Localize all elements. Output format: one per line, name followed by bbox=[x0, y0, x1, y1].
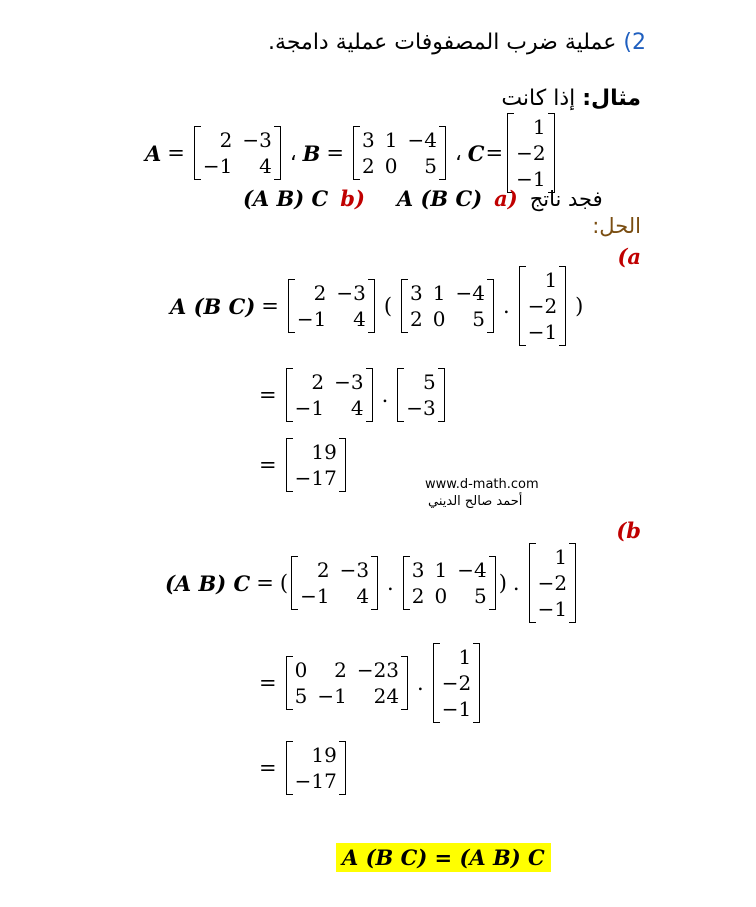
matrix-body bbox=[295, 279, 368, 333]
separator: ، bbox=[454, 141, 462, 165]
matrix-result bbox=[286, 438, 346, 492]
matrix-body bbox=[201, 126, 274, 180]
section-heading bbox=[268, 30, 646, 55]
matrix-cell: −2 bbox=[537, 571, 568, 595]
matrix-cell: −23 bbox=[356, 658, 400, 682]
matrix-cell: 2 bbox=[411, 584, 425, 608]
right-bracket bbox=[548, 113, 555, 193]
matrix-bc bbox=[397, 368, 444, 422]
equals-sign: = bbox=[256, 571, 274, 595]
matrix-cell: 5 bbox=[424, 154, 437, 178]
left-bracket bbox=[288, 279, 295, 333]
matrix-cell: 19 bbox=[311, 440, 337, 464]
right-bracket bbox=[274, 126, 281, 180]
part-a-solution-tag: (a bbox=[617, 244, 641, 269]
left-bracket bbox=[519, 266, 526, 346]
matrix-body bbox=[293, 438, 339, 492]
watermark-url: www.d-math.com bbox=[425, 477, 539, 492]
matrix-cell: 2 bbox=[316, 558, 330, 582]
right-bracket bbox=[439, 126, 446, 180]
matrix-body bbox=[408, 279, 487, 333]
matrix-cell: −4 bbox=[455, 281, 485, 305]
matrix-cell: 1 bbox=[532, 115, 546, 139]
var-c: C bbox=[467, 140, 485, 166]
matrix-cell: 1 bbox=[554, 545, 568, 569]
matrix-cell: −1 bbox=[317, 684, 347, 708]
matrix-cell: 1 bbox=[458, 645, 472, 669]
part-b-result bbox=[253, 741, 349, 795]
matrix-body bbox=[536, 543, 569, 623]
matrix-cell: 5 bbox=[472, 307, 485, 331]
matrix-cell: −4 bbox=[407, 128, 437, 152]
find-line bbox=[243, 186, 603, 211]
matrix-cell: 4 bbox=[259, 154, 272, 178]
left-bracket bbox=[397, 368, 404, 422]
matrix-cell: −1 bbox=[527, 320, 558, 344]
matrix-cell: −4 bbox=[457, 558, 487, 582]
part-b-solution-tag: (b bbox=[616, 518, 641, 543]
matrix-c bbox=[433, 643, 480, 723]
dot-operator: . bbox=[417, 671, 424, 695]
var-b: B bbox=[302, 140, 321, 166]
matrix-result bbox=[286, 741, 346, 795]
right-bracket bbox=[438, 368, 445, 422]
left-bracket bbox=[286, 368, 293, 422]
matrix-cell: −1 bbox=[296, 307, 327, 331]
equals-sign: = bbox=[259, 671, 277, 695]
matrix-body bbox=[293, 368, 366, 422]
matrix-cell: 1 bbox=[432, 281, 446, 305]
solution-label: الحل: bbox=[592, 214, 641, 238]
matrix-cell: 2 bbox=[313, 281, 327, 305]
left-bracket bbox=[194, 126, 201, 180]
matrix-a bbox=[291, 556, 378, 610]
matrix-body bbox=[440, 643, 473, 723]
matrix-body bbox=[293, 741, 339, 795]
right-bracket bbox=[569, 543, 576, 623]
matrix-body bbox=[404, 368, 437, 422]
matrix-cell: 4 bbox=[356, 584, 370, 608]
equals-sign: = bbox=[326, 141, 345, 165]
matrix-b bbox=[401, 279, 494, 333]
left-bracket bbox=[507, 113, 514, 193]
matrix-cell: −1 bbox=[202, 154, 233, 178]
equals-sign: = bbox=[261, 294, 279, 318]
dot-operator: . bbox=[512, 571, 520, 595]
matrix-ab bbox=[286, 656, 408, 710]
right-bracket bbox=[371, 556, 378, 610]
left-bracket bbox=[433, 643, 440, 723]
right-bracket bbox=[489, 556, 496, 610]
example-line bbox=[501, 86, 641, 111]
part-a-tag: a) bbox=[494, 186, 518, 211]
matrix-cell: 0 bbox=[434, 584, 448, 608]
matrix-cell: 2 bbox=[219, 128, 233, 152]
matrix-cell: −3 bbox=[334, 370, 364, 394]
matrix-b bbox=[353, 126, 446, 180]
left-bracket bbox=[403, 556, 410, 610]
right-bracket bbox=[339, 438, 346, 492]
find-text: فجد ناتج bbox=[529, 186, 603, 211]
matrix-cell: 0 bbox=[384, 154, 398, 178]
close-paren: ) bbox=[498, 571, 507, 595]
equals-sign: = bbox=[167, 141, 185, 165]
part-b-step-2 bbox=[253, 643, 483, 723]
conclusion bbox=[336, 843, 551, 872]
left-bracket bbox=[286, 656, 293, 710]
left-bracket bbox=[291, 556, 298, 610]
matrix-cell: 3 bbox=[362, 128, 375, 152]
matrix-cell: −1 bbox=[537, 597, 568, 621]
matrix-cell: −17 bbox=[294, 769, 337, 793]
matrix-body bbox=[410, 556, 489, 610]
matrix-cell: 2 bbox=[334, 658, 347, 682]
left-bracket bbox=[529, 543, 536, 623]
right-bracket bbox=[401, 656, 408, 710]
matrix-a bbox=[288, 279, 375, 333]
matrix-cell: 3 bbox=[411, 558, 425, 582]
example-prefix: إذا كانت bbox=[501, 86, 576, 111]
dot-operator: . bbox=[503, 294, 510, 318]
matrix-cell: 3 bbox=[410, 281, 423, 305]
open-paren: ( bbox=[383, 294, 393, 318]
matrix-cell: −3 bbox=[339, 558, 370, 582]
matrix-cell: 24 bbox=[373, 684, 400, 708]
heading-text: عملية ضرب المصفوفات عملية دامجة. bbox=[268, 30, 617, 55]
matrix-body bbox=[514, 113, 547, 193]
part-a-step-1 bbox=[170, 266, 589, 346]
left-bracket bbox=[353, 126, 360, 180]
matrix-cell: 1 bbox=[434, 558, 448, 582]
matrix-cell: 2 bbox=[410, 307, 423, 331]
equals-sign: = bbox=[259, 453, 277, 477]
matrix-cell: −17 bbox=[294, 466, 337, 490]
matrix-c bbox=[519, 266, 566, 346]
matrix-cell: −3 bbox=[242, 128, 272, 152]
right-bracket bbox=[366, 368, 373, 422]
matrix-cell: −1 bbox=[300, 584, 330, 608]
matrix-body bbox=[298, 556, 371, 610]
matrix-cell: 4 bbox=[353, 307, 366, 331]
right-bracket bbox=[339, 741, 346, 795]
given-matrices bbox=[145, 113, 558, 193]
open-paren: ( bbox=[279, 571, 289, 595]
matrix-cell: 5 bbox=[423, 370, 436, 394]
matrix-cell: −2 bbox=[527, 294, 558, 318]
matrix-a bbox=[286, 368, 373, 422]
left-bracket bbox=[401, 279, 408, 333]
lhs-a: A (B C) bbox=[170, 293, 256, 319]
dot-operator: . bbox=[381, 383, 389, 407]
matrix-body bbox=[293, 656, 401, 710]
matrix-c bbox=[529, 543, 576, 623]
matrix-b bbox=[403, 556, 496, 610]
matrix-cell: 2 bbox=[362, 154, 375, 178]
equals-sign: = bbox=[259, 383, 277, 407]
right-bracket bbox=[487, 279, 494, 333]
part-a-step-2 bbox=[253, 368, 448, 422]
var-a: A bbox=[145, 140, 162, 166]
watermark-author: أحمد صالح الديني bbox=[428, 494, 523, 509]
matrix-c bbox=[507, 113, 554, 193]
part-b-expression: (A B) C bbox=[243, 186, 329, 211]
matrix-cell: 5 bbox=[294, 684, 308, 708]
matrix-cell: −1 bbox=[294, 396, 325, 420]
matrix-cell: 4 bbox=[350, 396, 364, 420]
part-a-result bbox=[253, 438, 349, 492]
matrix-cell: 0 bbox=[294, 658, 308, 682]
left-bracket bbox=[286, 438, 293, 492]
matrix-cell: −3 bbox=[406, 396, 436, 420]
matrix-cell: −2 bbox=[441, 671, 472, 695]
part-b-tag: b) bbox=[340, 186, 365, 211]
close-paren: ) bbox=[575, 294, 584, 318]
matrix-body bbox=[360, 126, 439, 180]
left-bracket bbox=[286, 741, 293, 795]
matrix-a bbox=[194, 126, 281, 180]
matrix-cell: 1 bbox=[544, 268, 558, 292]
matrix-cell: −1 bbox=[516, 167, 546, 191]
matrix-cell: 19 bbox=[311, 743, 337, 767]
separator: ، bbox=[289, 141, 297, 165]
conclusion-highlight: A (B C) = (A B) C bbox=[336, 843, 551, 872]
example-label: مثال: bbox=[582, 86, 641, 111]
matrix-cell: 1 bbox=[384, 128, 398, 152]
part-b-step-1 bbox=[165, 543, 579, 623]
equals-sign: = bbox=[259, 756, 277, 780]
matrix-cell: 5 bbox=[473, 584, 487, 608]
matrix-cell: −2 bbox=[516, 141, 546, 165]
matrix-cell: 2 bbox=[311, 370, 325, 394]
right-bracket bbox=[559, 266, 566, 346]
dot-operator: . bbox=[387, 571, 394, 595]
matrix-cell: −3 bbox=[336, 281, 366, 305]
matrix-body bbox=[526, 266, 559, 346]
right-bracket bbox=[473, 643, 480, 723]
heading-number: 2) bbox=[623, 30, 646, 55]
right-bracket bbox=[368, 279, 375, 333]
equals-sign: = bbox=[485, 141, 504, 165]
lhs-b: (A B) C bbox=[165, 570, 251, 596]
matrix-cell: 0 bbox=[432, 307, 446, 331]
part-a-expression: A (B C) bbox=[396, 186, 483, 211]
matrix-cell: −1 bbox=[441, 697, 472, 721]
